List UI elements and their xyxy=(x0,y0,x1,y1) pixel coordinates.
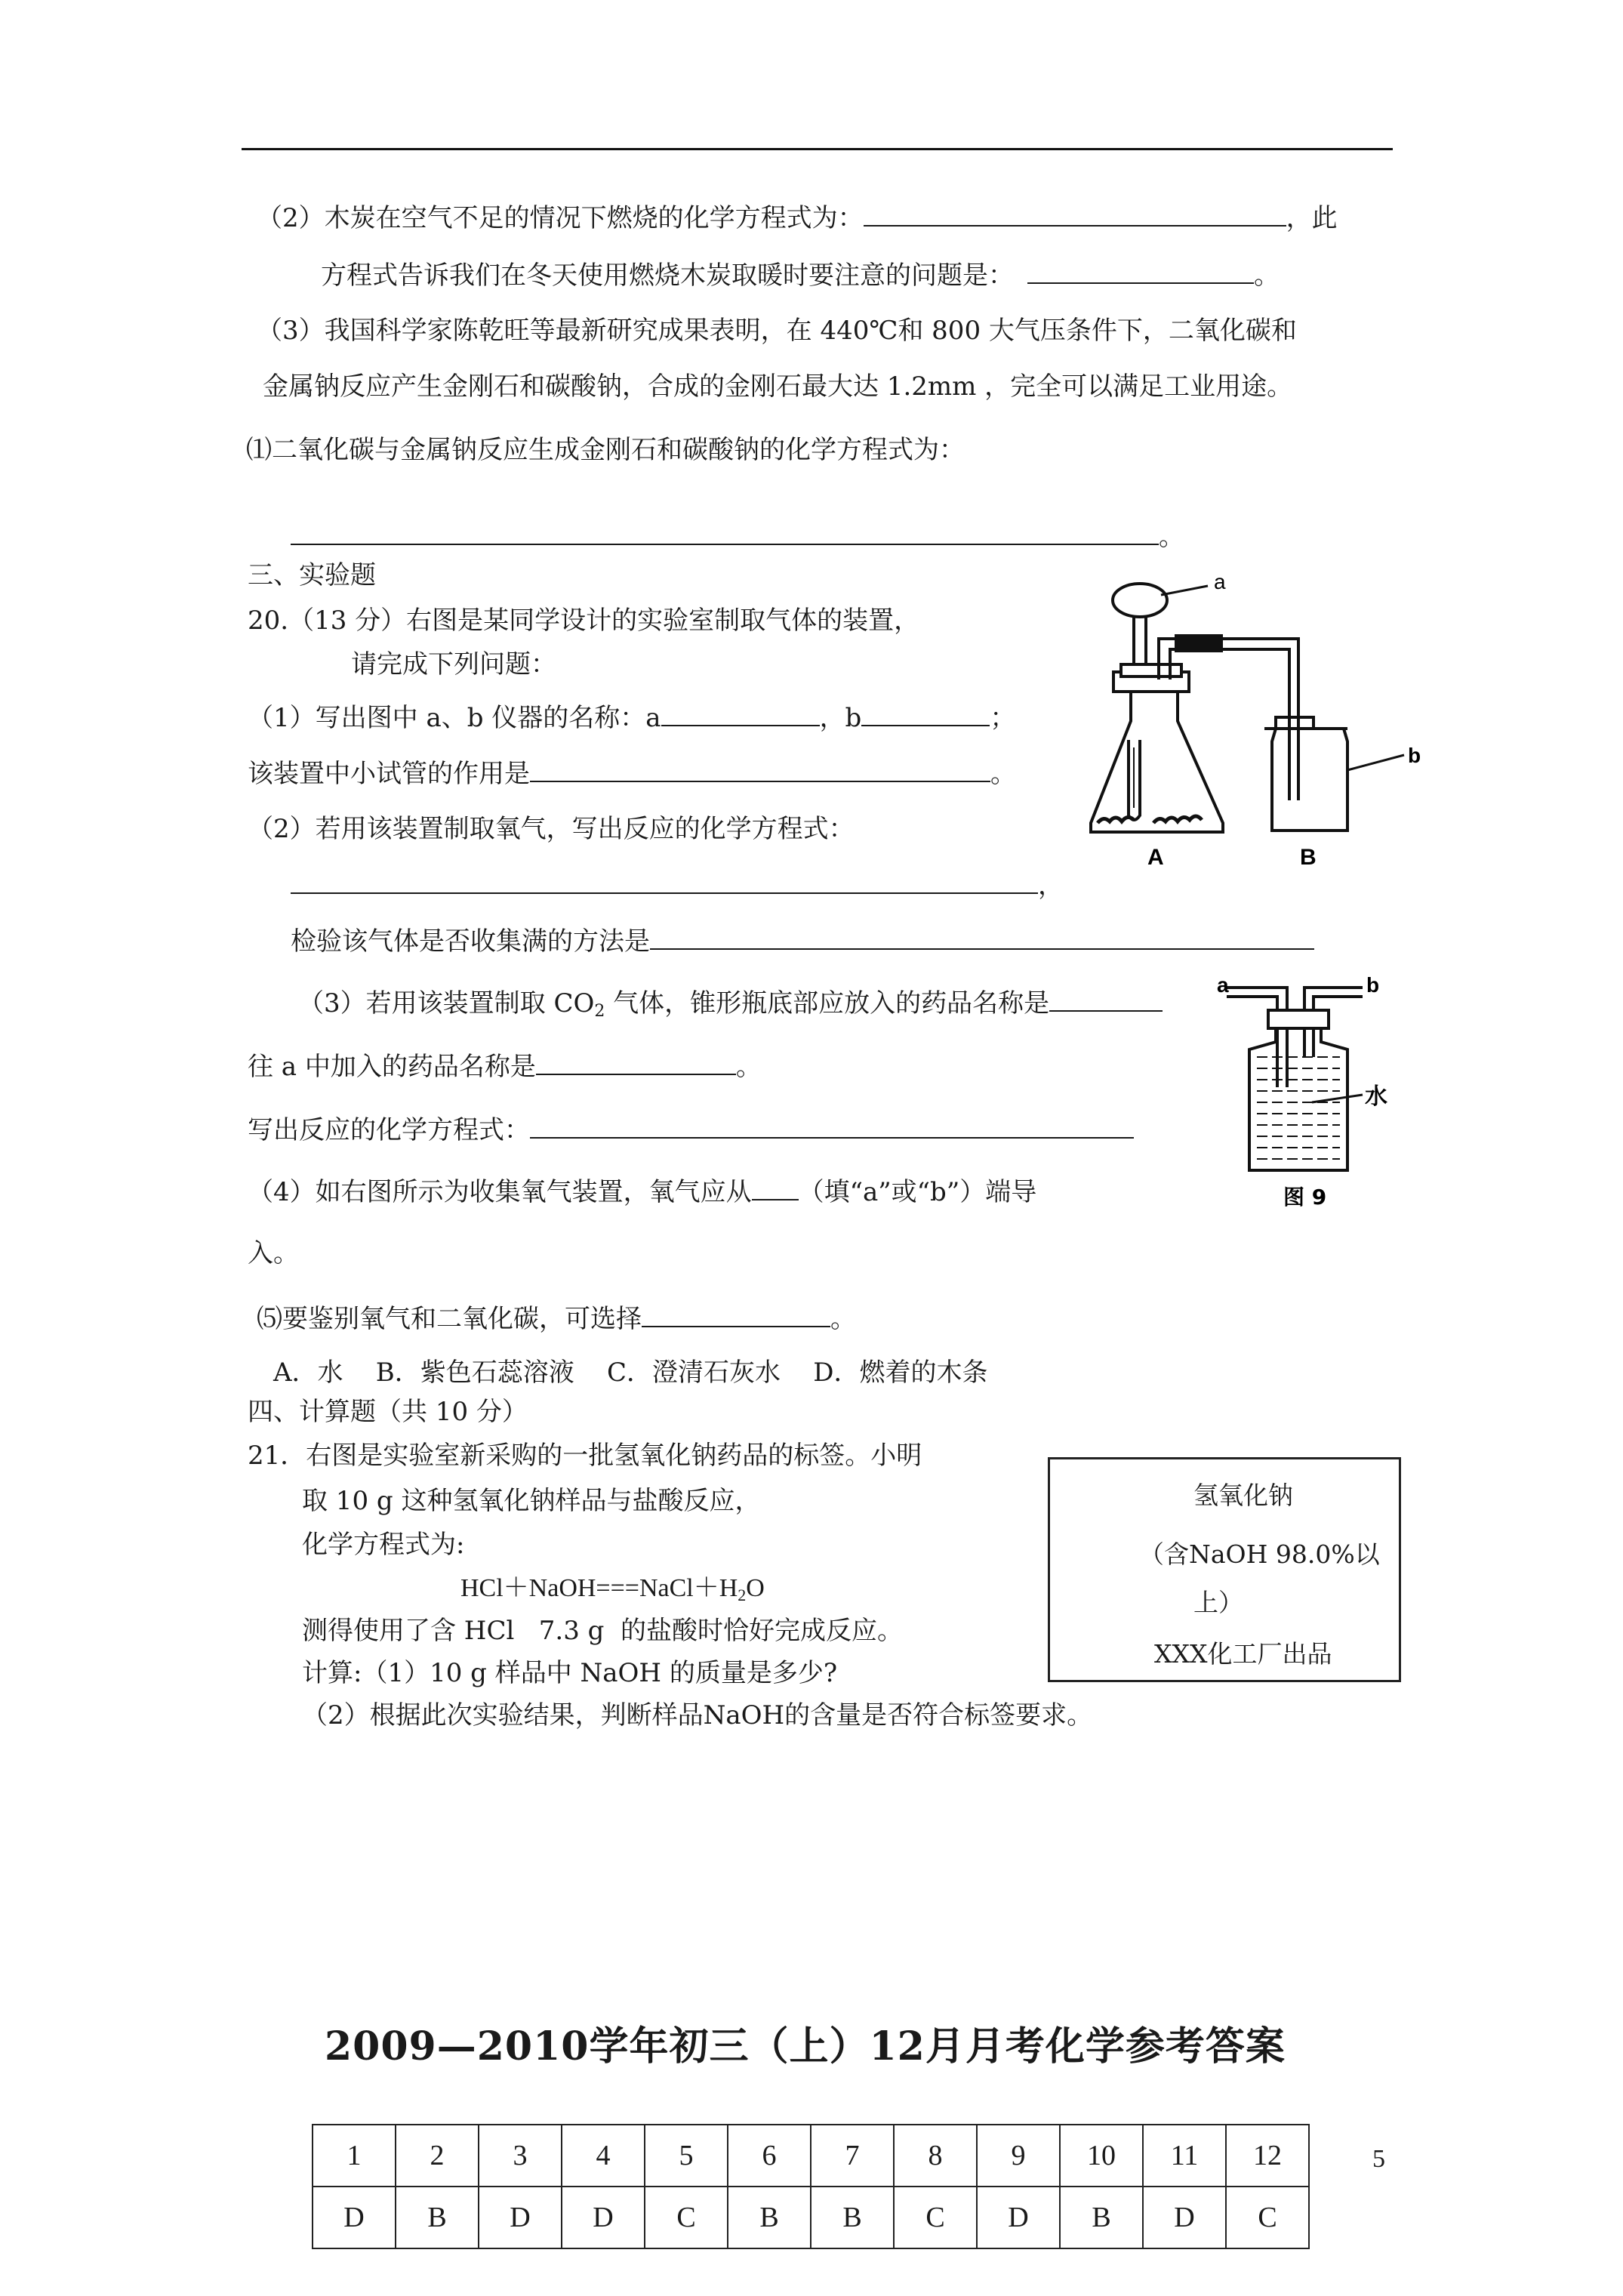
table-cell: 6 xyxy=(728,2125,811,2187)
q19-p2-end: 。 xyxy=(1254,260,1280,291)
table-cell: 12 xyxy=(1226,2125,1309,2187)
q20-4-line1 xyxy=(248,1176,1036,1207)
table-cell: 10 xyxy=(1060,2125,1143,2187)
blank[interactable] xyxy=(642,1303,830,1327)
q21-line4: 测得使用了含 HCl 7.3 g 的盐酸时恰好完成反应。 xyxy=(302,1616,904,1646)
blank[interactable] xyxy=(291,870,1038,894)
equation-tail: O xyxy=(746,1574,765,1602)
figure-9-label-b: b xyxy=(1366,974,1380,997)
blank[interactable] xyxy=(864,202,1286,227)
table-row-choices xyxy=(313,2187,1309,2248)
q20-3-eq-prompt: 写出反应的化学方程式： xyxy=(248,1115,530,1145)
table-cell: B xyxy=(811,2187,894,2248)
blank-a[interactable] xyxy=(661,702,820,726)
table-cell: 1 xyxy=(313,2125,396,2187)
q20-5-period: 。 xyxy=(830,1304,856,1334)
q20-5-text: ⑸要鉴别氧气和二氧化碳，可选择 xyxy=(257,1304,642,1334)
q19-part3-answer xyxy=(291,521,1184,552)
blank[interactable] xyxy=(650,926,1314,950)
table-cell: 4 xyxy=(562,2125,645,2187)
table-cell: 8 xyxy=(894,2125,977,2187)
q19-part2-line1 xyxy=(257,202,1338,233)
figure-9-caption: 图 9 xyxy=(1283,1185,1327,1210)
blank[interactable] xyxy=(291,521,1159,545)
answer-table xyxy=(312,2124,1310,2249)
q21-line6: （2）根据此次实验结果，判断样品NaOH的含量是否符合标签要求。 xyxy=(302,1700,1093,1730)
q20-3-line2 xyxy=(248,1051,762,1082)
q21-equation xyxy=(460,1573,765,1610)
table-cell: C xyxy=(894,2187,977,2248)
q19-p2-text: （2）木炭在空气不足的情况下燃烧的化学方程式为： xyxy=(257,203,864,233)
q20-3-line3 xyxy=(248,1114,1134,1145)
q21-line3: 化学方程式为: xyxy=(302,1530,465,1560)
q19-part3-line3: ⑴二氧化碳与金属钠反应生成金刚石和碳酸钠的化学方程式为： xyxy=(246,435,965,465)
q19-p2-question: 方程式告诉我们在冬天使用燃烧木炭取暖时要注意的问题是： xyxy=(321,260,1014,291)
blank[interactable] xyxy=(1027,260,1254,284)
table-cell: D xyxy=(479,2187,562,2248)
q20-4-line2: 入。 xyxy=(248,1238,299,1268)
table-cell: D xyxy=(1143,2187,1226,2248)
blank[interactable] xyxy=(1049,988,1163,1012)
q19-part3-line1: （3）我国科学家陈乾旺等最新研究成果表明，在 440℃和 800 大气压条件下，二氧化碳和 xyxy=(257,316,1297,346)
header-rule xyxy=(242,148,1393,150)
table-cell: 5 xyxy=(645,2125,728,2187)
figure-9-water-label: 水 xyxy=(1365,1083,1387,1110)
blank[interactable] xyxy=(752,1176,799,1200)
q20-5-line1 xyxy=(257,1303,856,1334)
q20-3-question: 往 a 中加入的药品名称是 xyxy=(248,1052,536,1082)
q19-p3-end: 。 xyxy=(1159,522,1184,552)
table-cell: D xyxy=(562,2187,645,2248)
q20-3-line1 xyxy=(298,988,1163,1027)
table-cell: D xyxy=(977,2187,1060,2248)
q20-3-text2: 气体，锥形瓶底部应放入的药品名称是 xyxy=(605,988,1050,1019)
label-line4: XXX化工厂出品 xyxy=(1154,1639,1332,1669)
q21-line1: 21．右图是实验室新采购的一批氢氧化钠药品的标签。小明 xyxy=(248,1441,922,1471)
answer-key-title: 2009—2010学年初三（上）12月月考化学参考答案 xyxy=(325,2023,1286,2069)
q20-4-text2: （填“a”或“b”）端导 xyxy=(798,1177,1037,1207)
table-cell: D xyxy=(313,2187,396,2248)
naoh-product-label xyxy=(1048,1457,1401,1682)
equation-main: HCl＋NaOH===NaCl＋H xyxy=(460,1574,738,1602)
table-cell: B xyxy=(396,2187,479,2248)
figure-9-collection-bottle xyxy=(1215,974,1412,1231)
figure-a-label-b: b xyxy=(1408,744,1421,767)
label-line1: 氢氧化钠 xyxy=(1193,1481,1293,1510)
table-cell: 11 xyxy=(1143,2125,1226,2187)
q19-part3-line2: 金属钠反应产生金刚石和碳酸钠，合成的金刚石最大达 1.2mm ，完全可以满足工业用途。 xyxy=(263,371,1293,402)
q20-3-text: （3）若用该装置制取 CO xyxy=(298,988,595,1019)
q19-p2-tail: ，此 xyxy=(1286,203,1338,233)
figure-a-label-a: a xyxy=(1214,570,1226,593)
label-line2: （含NaOH 98.0%以 xyxy=(1139,1539,1380,1569)
q20-5-options: A．水 B．紫色石蕊溶液 C．澄清石灰水 D．燃着的木条 xyxy=(273,1358,988,1388)
figure-9-label-a: a xyxy=(1217,974,1229,997)
q20-intro: 20.（13 分）右图是某同学设计的实验室制取气体的装置， xyxy=(248,606,920,636)
table-cell: 2 xyxy=(396,2125,479,2187)
co2-subscript: 2 xyxy=(594,1002,605,1021)
q20-1-text: （1）写出图中 a、b 仪器的名称：a xyxy=(248,703,661,733)
gas-apparatus-figure xyxy=(1087,566,1480,883)
table-row-numbers xyxy=(313,2125,1309,2187)
q20-intro2: 请完成下列问题： xyxy=(351,649,556,680)
q20-1-b: ，b xyxy=(819,703,862,733)
q20-1-end: ； xyxy=(990,703,1016,733)
q19-part2-line2 xyxy=(321,260,1280,291)
section4-heading: 四、计算题（共 10 分） xyxy=(248,1397,528,1427)
section3-heading: 三、实验题 xyxy=(248,560,376,590)
blank[interactable] xyxy=(530,758,990,782)
q21-line5: 计算:（1）10 g 样品中 NaOH 的质量是多少? xyxy=(302,1658,838,1688)
q20-2-question: 检验该气体是否收集满的方法是 xyxy=(291,926,650,957)
table-cell: B xyxy=(728,2187,811,2248)
q20-2-line2 xyxy=(291,870,1064,901)
page-number: 5 xyxy=(1372,2145,1385,2173)
q20-3-period: 。 xyxy=(735,1052,762,1082)
q20-1-question: 该装置中小试管的作用是 xyxy=(248,759,530,789)
table-cell: 3 xyxy=(479,2125,562,2187)
blank-b[interactable] xyxy=(861,702,990,726)
q20-1-line1 xyxy=(248,702,1015,733)
q20-4-text: （4）如右图所示为收集氧气装置，氧气应从 xyxy=(248,1177,752,1207)
q20-1-line2 xyxy=(248,758,1016,789)
table-cell: 9 xyxy=(977,2125,1060,2187)
label-line3: 上） xyxy=(1193,1588,1243,1617)
q20-2-line1: （2）若用该装置制取氧气，写出反应的化学方程式： xyxy=(248,814,855,844)
q21-line2: 取 10 g 这种氢氧化钠样品与盐酸反应， xyxy=(302,1486,761,1516)
q20-2-line3 xyxy=(291,926,1314,957)
table-cell: B xyxy=(1060,2187,1143,2248)
figure-a-caption-a: A xyxy=(1147,845,1164,870)
funnel-bulb xyxy=(1113,584,1167,617)
equation-subscript: 2 xyxy=(738,1586,747,1604)
q20-2-comma: ， xyxy=(1038,871,1064,901)
table-cell: C xyxy=(645,2187,728,2248)
blank[interactable] xyxy=(530,1114,1134,1139)
table-cell: 7 xyxy=(811,2125,894,2187)
blank[interactable] xyxy=(536,1051,736,1075)
figure-a-caption-b: B xyxy=(1300,845,1317,870)
q20-1-period: 。 xyxy=(990,759,1016,789)
table-cell: C xyxy=(1226,2187,1309,2248)
